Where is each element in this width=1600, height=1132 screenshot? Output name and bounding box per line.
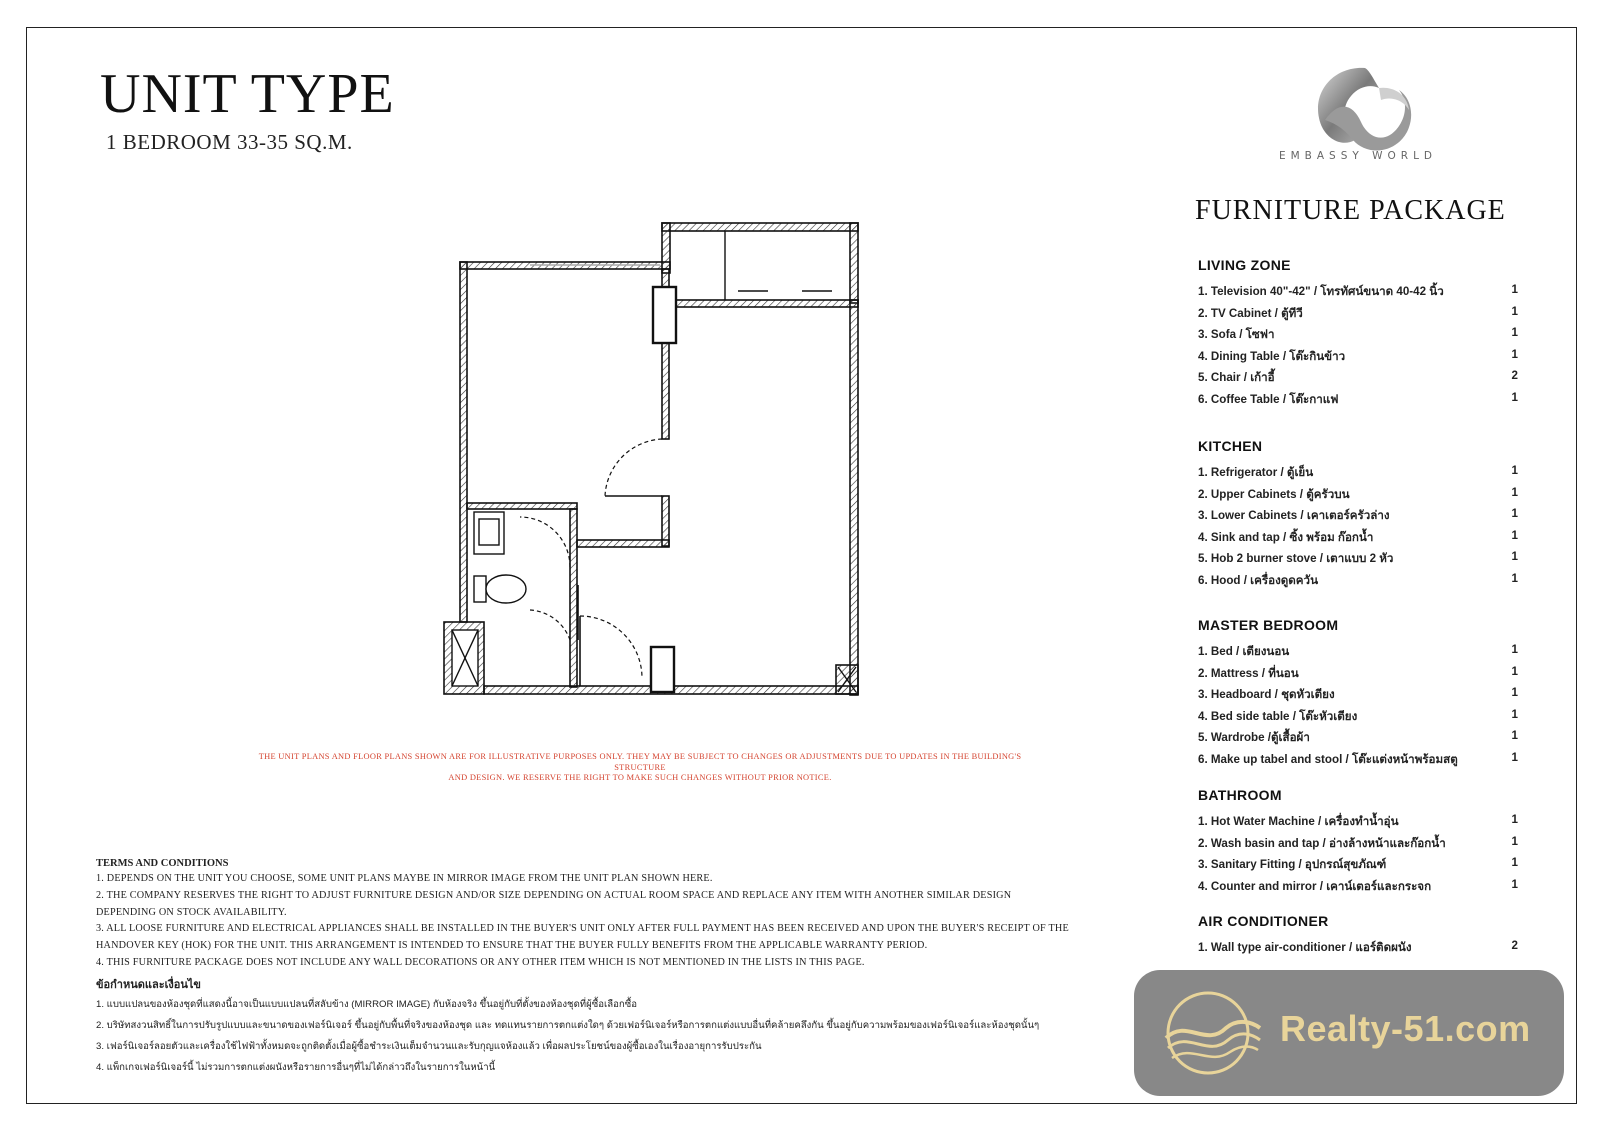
zone-heading: AIR CONDITIONER xyxy=(1198,913,1329,929)
list-item xyxy=(1198,572,1518,594)
watermark-text: Realty-51.com xyxy=(1280,1008,1531,1049)
list-item xyxy=(1198,391,1518,413)
list-item xyxy=(1198,348,1518,370)
thai-terms-line: 2. บริษัทสงวนสิทธิ์ในการปรับรูปแบบและขนาดของเฟอร์นิเจอร์ ขึ้นอยู่กับพื้นที่จริงของห้องชุด และ ทดแทนรายการตกแต่งใดๆ ด้วยเฟอร์นิเจอร์หรือการตกแต่งแบบอื่นที่คล้ายคลึงกัน ขึ้นอยู่กับความพร้อมของเฟอร์นิเจอร์และห้องชุดนั้นๆ xyxy=(96,1019,1040,1031)
item-label: 3. Lower Cabinets / เคาเตอร์ครัวล่าง xyxy=(1198,509,1390,523)
item-qty: 1 xyxy=(1511,750,1518,764)
item-qty: 1 xyxy=(1511,550,1518,564)
wave-logo-icon xyxy=(1156,988,1266,1078)
list-item xyxy=(1198,813,1518,835)
thai-terms-line: 4. แพ็กเกจเฟอร์นิเจอร์นี้ ไม่รวมการตกแต่งผนังหรือรายการอื่นๆที่ไม่ได้กล่าวถึงในรายการในหน้านี้ xyxy=(96,1061,496,1073)
list-item xyxy=(1198,686,1518,708)
item-qty: 1 xyxy=(1511,834,1518,848)
list-item xyxy=(1198,665,1518,687)
terms-line: 4. THIS FURNITURE PACKAGE DOES NOT INCLUDE ANY WALL DECORATIONS OR ANY OTHER ITEM WHICH IS NOT MENTIONED IN THE LISTS IN THIS PAGE. xyxy=(96,956,865,968)
item-label: 3. Sanitary Fitting / อุปกรณ์สุขภัณฑ์ xyxy=(1198,858,1387,872)
item-qty: 1 xyxy=(1511,507,1518,521)
list-item xyxy=(1198,708,1518,730)
list-item xyxy=(1198,835,1518,857)
item-label: 6. Make up tabel and stool / โต๊ะแต่งหน้าพร้อมสตู xyxy=(1198,752,1458,766)
zone-heading: BATHROOM xyxy=(1198,787,1282,803)
plan-door-swings xyxy=(520,439,662,678)
item-qty: 1 xyxy=(1511,643,1518,656)
item-label: 5. Chair / เก้าอี้ xyxy=(1198,371,1275,385)
item-qty: 1 xyxy=(1511,528,1518,542)
item-qty: 1 xyxy=(1511,464,1518,477)
item-label: 6. Coffee Table / โต๊ะกาแฟ xyxy=(1198,392,1339,406)
zone-bathroom xyxy=(1198,787,1518,899)
item-qty: 2 xyxy=(1511,369,1518,383)
list-item xyxy=(1198,550,1518,572)
item-label: 1. Bed / เตียงนอน xyxy=(1198,645,1290,658)
list-item xyxy=(1198,486,1518,508)
list-item xyxy=(1198,283,1518,305)
item-qty: 1 xyxy=(1511,304,1518,318)
zone-heading: LIVING ZONE xyxy=(1198,257,1291,273)
list-item xyxy=(1198,939,1518,961)
plan-disclaimer xyxy=(240,752,1040,784)
zone-heading: MASTER BEDROOM xyxy=(1198,617,1339,633)
disclaimer-line: AND DESIGN. WE RESERVE THE RIGHT TO MAKE SUCH CHANGES WITHOUT PRIOR NOTICE. xyxy=(448,773,832,782)
item-qty: 1 xyxy=(1511,283,1518,296)
unit-size-subtitle: 1 BEDROOM 33-35 SQ.M. xyxy=(106,130,353,154)
item-qty: 1 xyxy=(1511,856,1518,870)
realty-watermark xyxy=(1134,970,1564,1096)
item-label: 1. Wall type air-conditioner / แอร์ติดผนัง xyxy=(1198,941,1412,954)
item-qty: 1 xyxy=(1511,326,1518,340)
item-label: 3. Headboard / ชุดหัวเตียง xyxy=(1198,688,1335,702)
item-label: 5. Hob 2 burner stove / เตาแบบ 2 หัว xyxy=(1198,552,1394,566)
terms-line: DEPENDING ON STOCK AVAILABILITY. xyxy=(96,906,287,918)
item-label: 6. Hood / เครื่องดูดควัน xyxy=(1198,573,1318,587)
item-qty: 1 xyxy=(1511,664,1518,678)
list-item xyxy=(1198,507,1518,529)
terms-line: 3. ALL LOOSE FURNITURE AND ELECTRICAL APPLIANCES SHALL BE INSTALLED IN THE BUYER'S UNIT ONLY AFTER FULL PAYMENT HAS BEEN RECEIVED AND UPON THE BUYER'S RECEIPT OF THE xyxy=(96,923,1069,935)
item-qty: 1 xyxy=(1511,390,1518,404)
list-item xyxy=(1198,326,1518,348)
zone-air-conditioner xyxy=(1198,913,1518,961)
terms-heading: TERMS AND CONDITIONS xyxy=(96,858,229,869)
terms-and-conditions xyxy=(96,858,1136,1078)
list-item xyxy=(1198,305,1518,327)
item-qty: 2 xyxy=(1511,939,1518,952)
plan-walls xyxy=(444,223,858,695)
item-qty: 1 xyxy=(1511,571,1518,585)
zone-heading: KITCHEN xyxy=(1198,438,1263,454)
zone-master-bedroom xyxy=(1198,617,1518,773)
item-label: 4. Sink and tap / ซิ้ง พร้อม ก๊อกน้ำ xyxy=(1198,530,1374,544)
list-item xyxy=(1198,729,1518,751)
list-item xyxy=(1198,529,1518,551)
list-item xyxy=(1198,643,1518,665)
item-label: 2. Wash basin and tap / อ่างล้างหน้าและก๊อกน้ำ xyxy=(1198,836,1446,850)
list-item xyxy=(1198,878,1518,900)
item-qty: 1 xyxy=(1511,707,1518,721)
item-label: 4. Dining Table / โต๊ะกินข้าว xyxy=(1198,349,1346,363)
list-item xyxy=(1198,751,1518,773)
item-label: 1. Television 40"-42" / โทรทัศน์ขนาด 40-42 นิ้ว xyxy=(1198,285,1444,298)
item-qty: 1 xyxy=(1511,686,1518,700)
item-label: 5. Wardrobe /ตู้เสื้อผ้า xyxy=(1198,731,1310,745)
brand-name: EMBASSY WORLD xyxy=(1278,150,1438,162)
item-label: 3. Sofa / โซฟา xyxy=(1198,328,1275,342)
thai-terms-line: 3. เฟอร์นิเจอร์ลอยตัวและเครื่องใช้ไฟฟ้าทั้งหมดจะถูกติดตั้งเมื่อผู้ซื้อชำระเงินเต็มจำนวนและรับกุญแจห้องแล้ว เพื่อผลประโยชน์ของผู้ซื้อเองในเรื่องอายุการรับประกัน xyxy=(96,1040,762,1052)
thai-terms-line: 1. แบบแปลนของห้องชุดที่แสดงนี้อาจเป็นแบบแปลนที่สลับข้าง (MIRROR IMAGE) กับห้องจริง ขึ้นอยู่กับที่ตั้งของห้องชุดที่ผู้ซื้อเลือกซื้อ xyxy=(96,998,638,1010)
terms-line: 1. DEPENDS ON THE UNIT YOU CHOOSE, SOME UNIT PLANS MAYBE IN MIRROR IMAGE FROM THE UNIT PLAN SHOWN HERE. xyxy=(96,873,713,884)
item-label: 4. Counter and mirror / เคาน์เตอร์และกระจก xyxy=(1198,879,1432,893)
item-qty: 1 xyxy=(1511,877,1518,891)
item-label: 1. Refrigerator / ตู้เย็น xyxy=(1198,466,1314,479)
zone-kitchen xyxy=(1198,438,1518,594)
page-title: UNIT TYPE xyxy=(100,63,395,125)
item-label: 1. Hot Water Machine / เครื่องทำน้ำอุ่น xyxy=(1198,815,1399,828)
thai-terms-heading: ข้อกำหนดและเงื่อนไข xyxy=(96,978,201,991)
item-qty: 1 xyxy=(1511,813,1518,826)
disclaimer-line: THE UNIT PLANS AND FLOOR PLANS SHOWN ARE FOR ILLUSTRATIVE PURPOSES ONLY. THEY MAY BE SUBJECT TO CHANGES OR ADJUSTMENTS DUE TO UPDATES IN THE BUILDING'S STRUCTURE xyxy=(258,752,1022,772)
terms-line: 2. THE COMPANY RESERVES THE RIGHT TO ADJUST FURNITURE DESIGN AND/OR SIZE DEPENDING ON ACTUAL ROOM SPACE AND REPLACE ANY ITEM WITH ANOTHER SIMILAR DESIGN xyxy=(96,889,1012,901)
list-item xyxy=(1198,464,1518,486)
zone-living xyxy=(1198,257,1518,413)
item-label: 2. Mattress / ที่นอน xyxy=(1198,666,1299,680)
item-label: 2. Upper Cabinets / ตู้ครัวบน xyxy=(1198,487,1350,501)
item-qty: 1 xyxy=(1511,485,1518,499)
item-label: 2. TV Cabinet / ตู้ทีวี xyxy=(1198,306,1303,320)
terms-line: HANDOVER KEY (HOK) FOR THE UNIT. THIS ARRANGEMENT IS INTENDED TO ENSURE THAT THE BUYER FULLY BENEFITS FROM THE APPLICABLE WARRANTY PERIOD. xyxy=(96,940,928,952)
item-label: 4. Bed side table / โต๊ะหัวเตียง xyxy=(1198,709,1358,723)
list-item xyxy=(1198,856,1518,878)
furniture-package-title: FURNITURE PACKAGE xyxy=(1195,195,1506,226)
list-item xyxy=(1198,369,1518,391)
item-qty: 1 xyxy=(1511,729,1518,743)
item-qty: 1 xyxy=(1511,347,1518,361)
